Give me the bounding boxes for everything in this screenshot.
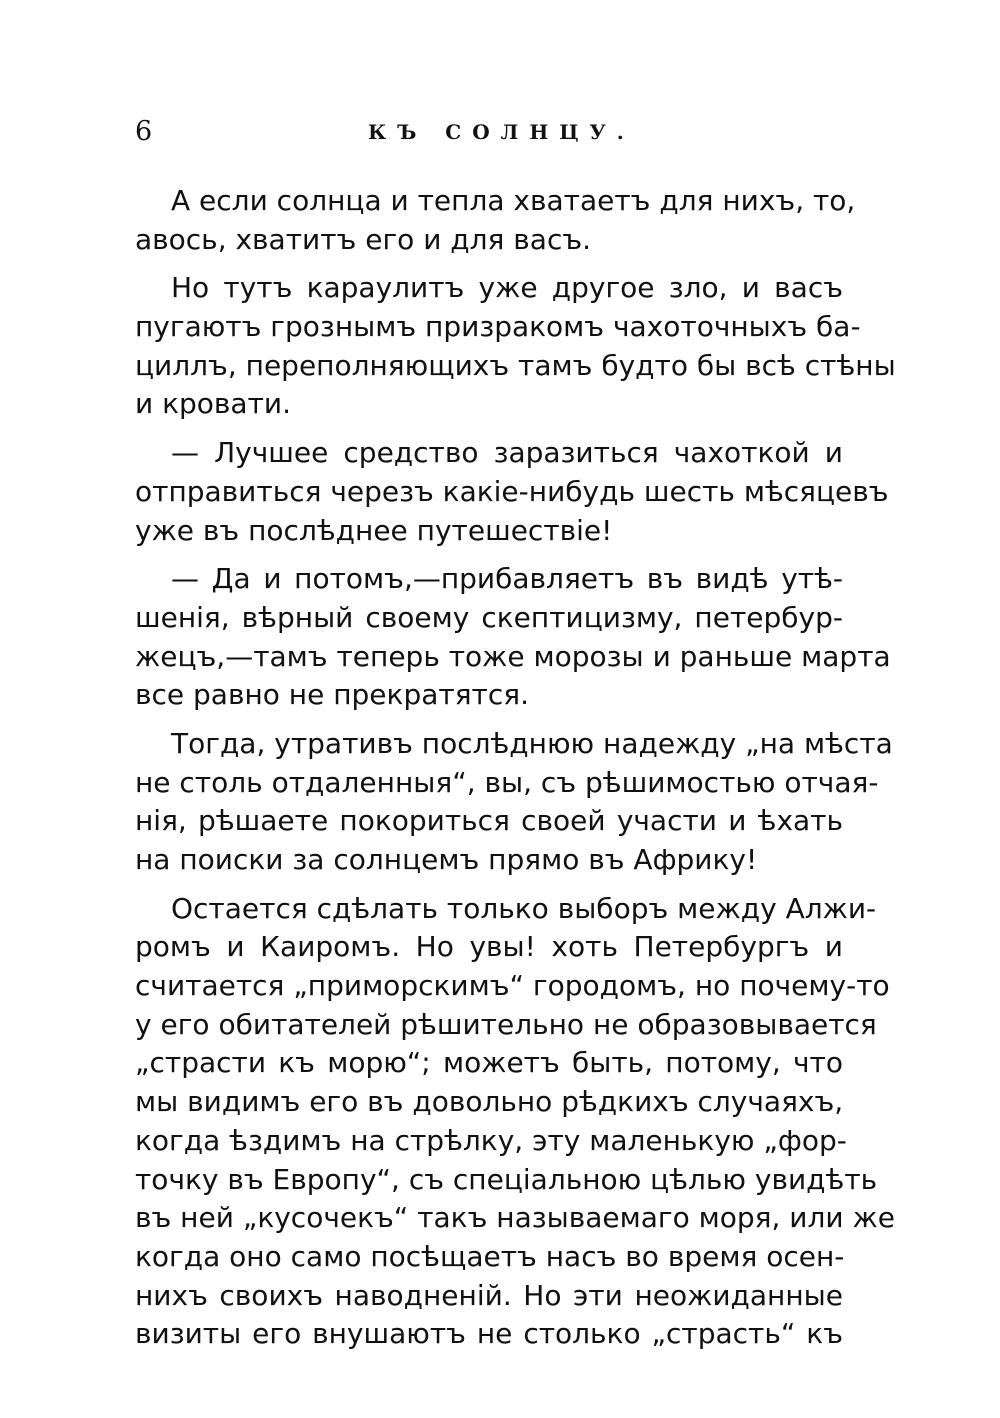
text-line: Тогда, утративъ послѣднюю надежду „на мѣста xyxy=(171,726,893,760)
text-line: нихъ своихъ наводненій. Но эти неожиданные xyxy=(135,1278,843,1312)
paragraph xyxy=(135,269,896,424)
paragraph xyxy=(135,560,891,715)
text-line: въ ней „кусочекъ“ такъ называемаго моря, или же xyxy=(135,1201,895,1235)
paragraph xyxy=(135,725,893,880)
text-line: „страсти къ морю“; можетъ быть, потому, что xyxy=(135,1046,843,1080)
text-line: считается „приморскимъ“ городомъ, но почему-то xyxy=(135,969,890,1003)
text-line: когда оно само посѣщаетъ насъ во время осен- xyxy=(135,1239,845,1273)
text-line: ромъ и Каиромъ. Но увы! хоть Петербургъ и xyxy=(135,930,843,964)
text-line: на поиски за солнцемъ прямо въ Африку! xyxy=(135,843,758,876)
text-line: все равно не прекратятся. xyxy=(135,678,529,712)
text-line: уже въ послѣднее путешествіе! xyxy=(135,513,613,547)
paragraph xyxy=(135,182,856,259)
text-line: визиты его внушаютъ не столько „страсть“ къ xyxy=(135,1317,843,1351)
text-line: пугаютъ грознымъ призракомъ чахоточныхъ ба- xyxy=(135,310,861,344)
text-line: жецъ,—тамъ теперь тоже морозы и раньше марта xyxy=(135,639,891,673)
paragraph xyxy=(135,434,889,550)
text-line: А если солнца и тепла хватаетъ для нихъ, то, xyxy=(171,184,856,217)
text-line: точку въ Европу“, съ спеціальною цѣлью увидѣть xyxy=(135,1162,878,1196)
paragraph xyxy=(135,890,895,1354)
text-line: — Да и потомъ,—прибавляетъ въ видѣ утѣ- xyxy=(171,562,843,596)
page-number: 6 xyxy=(135,116,153,147)
text-line: — Лучшее средство заразиться чахоткой и xyxy=(171,436,843,470)
text-line: отправиться черезъ какіе-нибудь шесть мѣсяцевъ xyxy=(135,474,889,508)
text-line: у его обитателей рѣшительно не образовывается xyxy=(135,1007,877,1041)
text-line: авось, хватитъ его и для васъ. xyxy=(135,222,592,256)
text-line: когда ѣздимъ на стрѣлку, эту маленькую „фор- xyxy=(135,1123,847,1157)
text-line: мы видимъ его въ довольно рѣдкихъ случаяхъ, xyxy=(135,1085,844,1119)
page-header xyxy=(135,112,835,152)
text-line: шенія, вѣрный своему скептицизму, петербур- xyxy=(135,600,843,634)
text-line: и кровати. xyxy=(135,387,291,421)
running-title: КЪ СОЛНЦУ. xyxy=(368,120,635,144)
text-line: циллъ, переполняющихъ тамъ будто бы всѣ стѣны xyxy=(135,348,896,382)
text-line: Остается сдѣлать только выборъ между Алжи- xyxy=(171,891,877,925)
text-line: нія, рѣшаете покориться своей участи и ѣхать xyxy=(135,804,843,838)
body-text xyxy=(135,182,896,1354)
text-line: Но тутъ караулитъ уже другое зло, и васъ xyxy=(171,271,843,305)
text-line: не столь отдаленныя“, вы, съ рѣшимостью отчая- xyxy=(135,765,879,799)
